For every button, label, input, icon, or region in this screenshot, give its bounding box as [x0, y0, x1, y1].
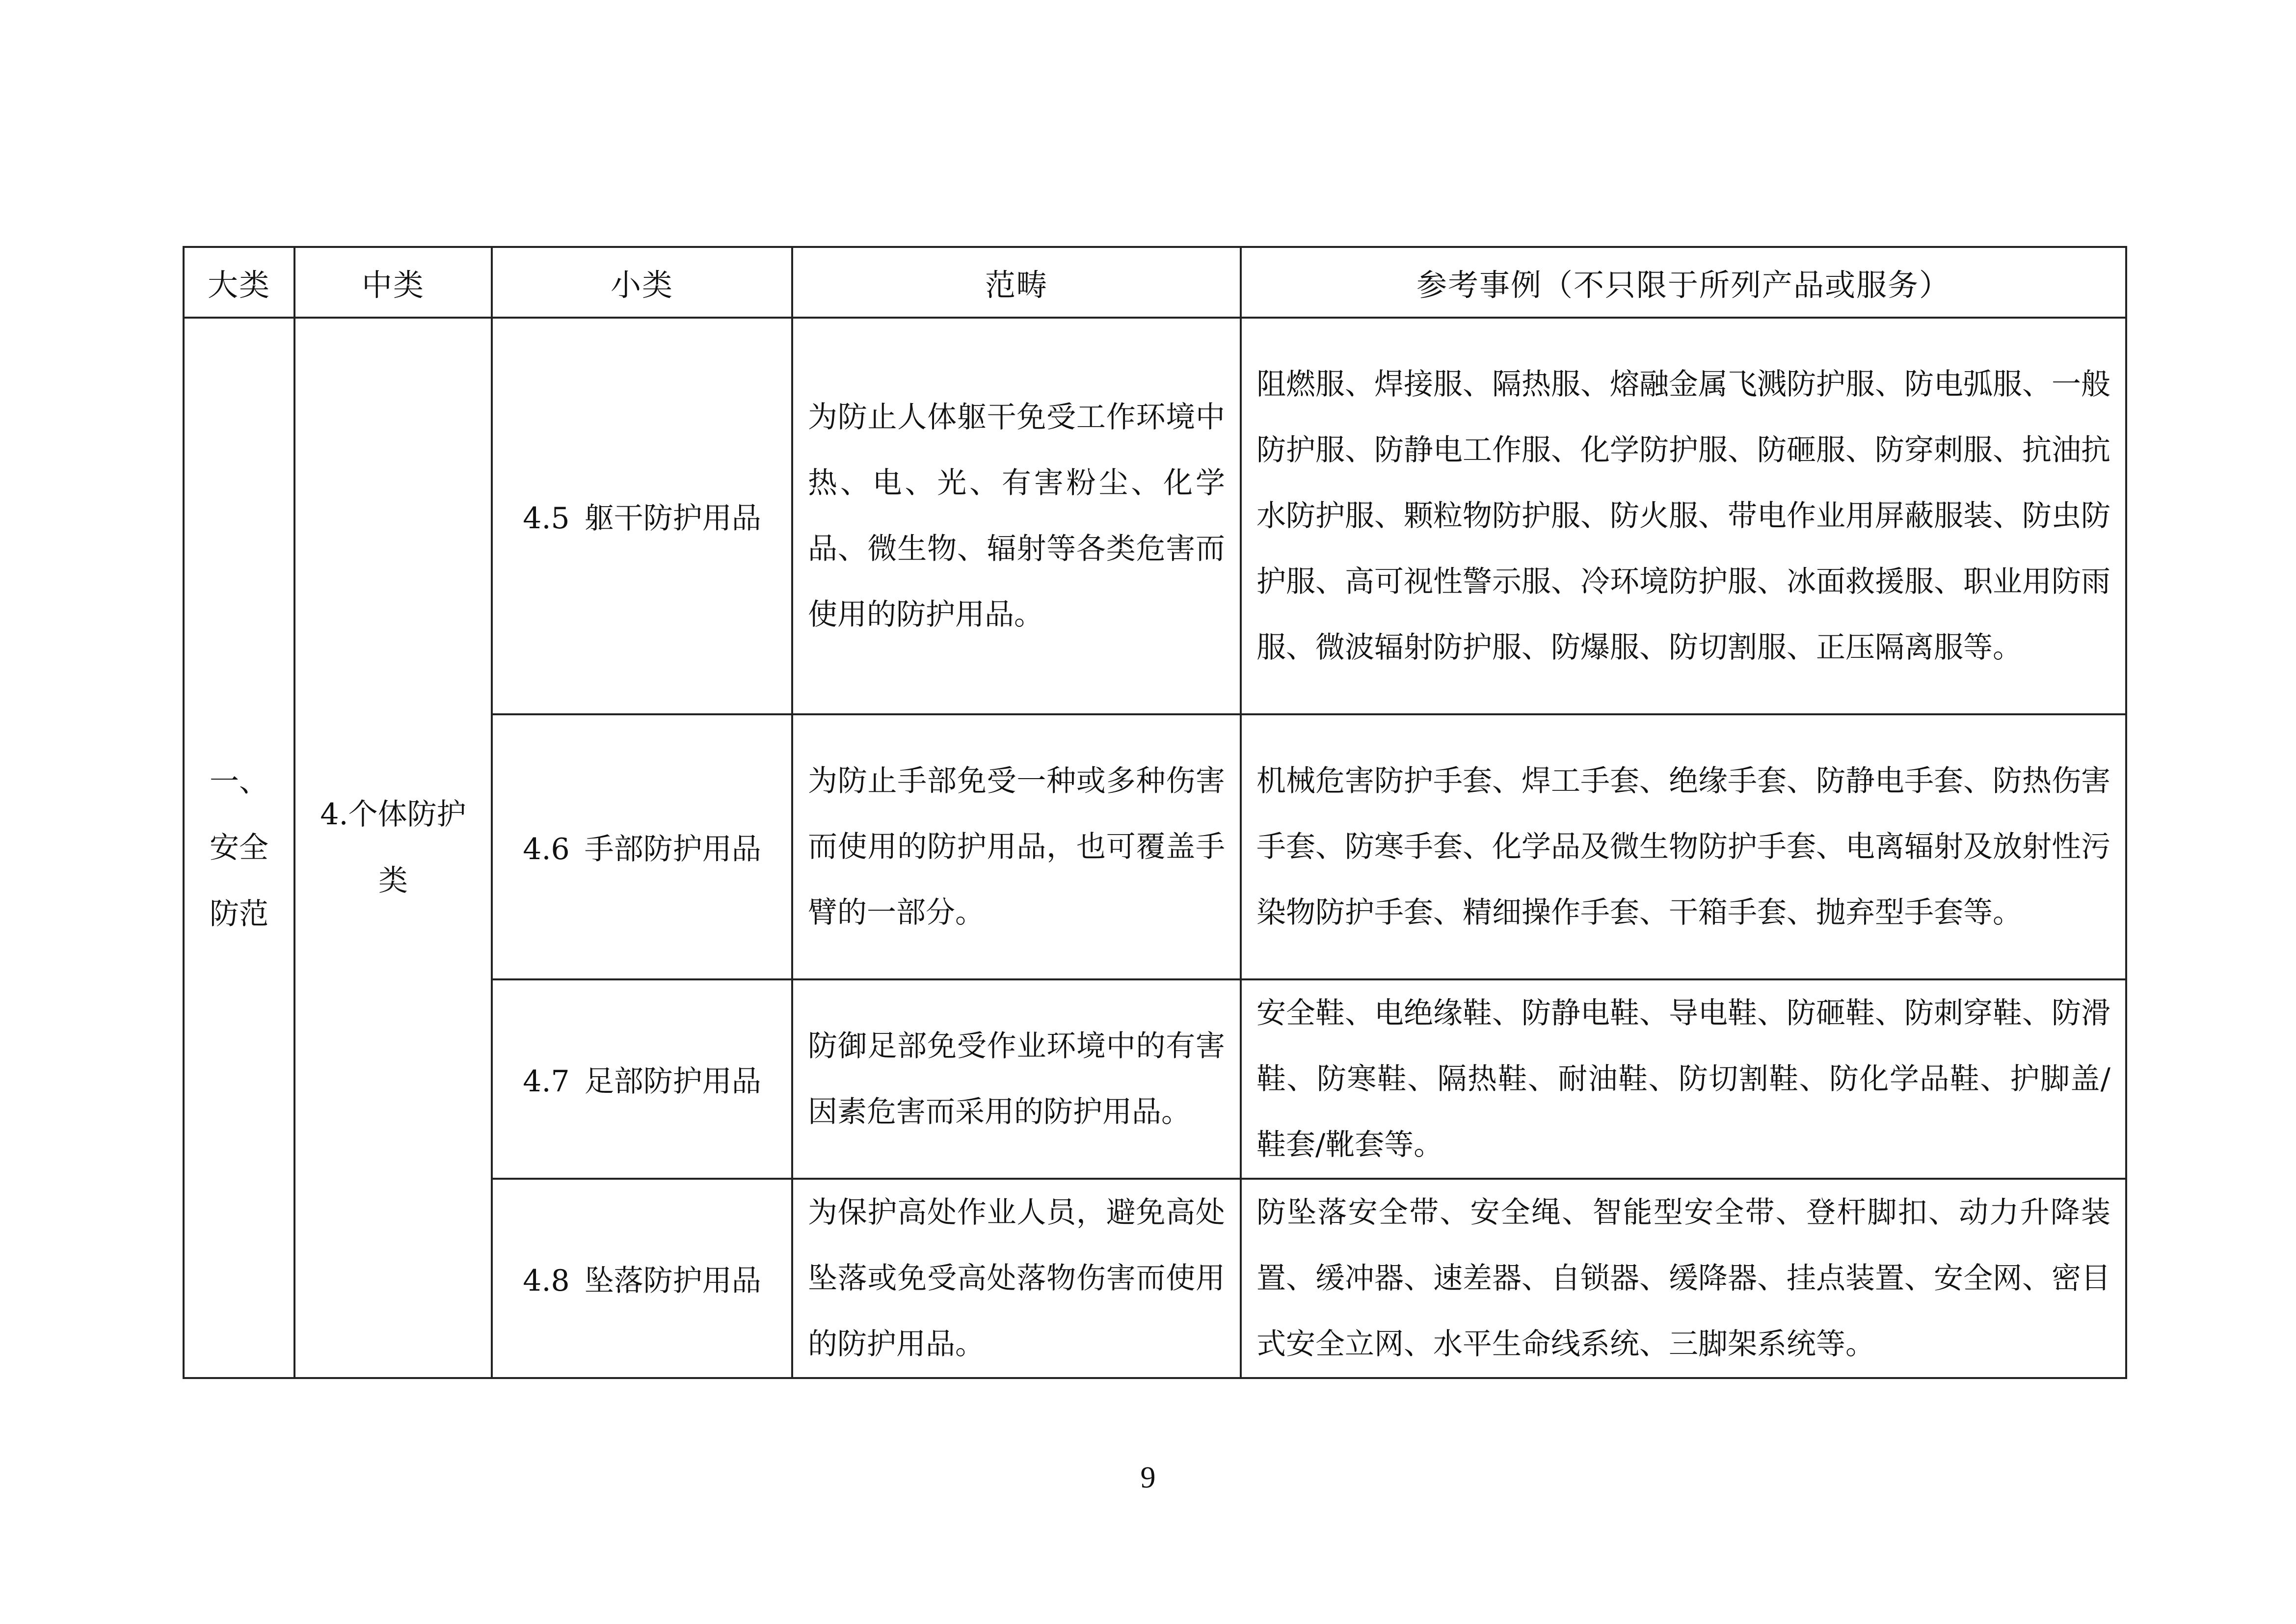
- minor-category-code: 4.6: [523, 832, 570, 866]
- minor-category-name: 足部防护用品: [584, 1064, 761, 1099]
- examples-cell: 阻燃服、焊接服、隔热服、熔融金属飞溅防护服、防电弧服、一般防护服、防静电工作服、化学防护服、防砸服、防穿刺服、抗油抗水防护服、颗粒物防护服、防火服、带电作业用屏蔽服装、防虫防护服、高可视性警示服、冷环境防护服、冰面救援服、职业用防雨服、微波辐射防护服、防爆服、防切割服、正压隔离服等。: [1241, 318, 2126, 714]
- category-table: [183, 246, 2127, 1379]
- middle-category-cell: [294, 318, 492, 1378]
- minor-category-cell: [492, 1179, 792, 1378]
- header-minor-category: 小类: [492, 247, 792, 318]
- middle-category-line: 4.个体防护: [320, 797, 466, 832]
- header-middle-category: 中类: [294, 247, 492, 318]
- scope-cell: 为防止手部免受一种或多种伤害而使用的防护用品，也可覆盖手臂的一部分。: [792, 714, 1241, 979]
- minor-category-name: 躯干防护用品: [584, 501, 761, 536]
- middle-category-line: 类: [378, 864, 408, 898]
- table-header-row: [184, 247, 2126, 318]
- minor-category-code: 4.8: [523, 1264, 570, 1298]
- major-category-line: 安全: [210, 830, 268, 865]
- header-examples: 参考事例（不只限于所列产品或服务）: [1241, 247, 2126, 318]
- major-category-cell: [184, 318, 294, 1378]
- scope-cell: 为保护高处作业人员，避免高处坠落或免受高处落物伤害而使用的防护用品。: [792, 1179, 1241, 1378]
- examples-cell: 机械危害防护手套、焊工手套、绝缘手套、防静电手套、防热伤害手套、防寒手套、化学品及微生物防护手套、电离辐射及放射性污染物防护手套、精细操作手套、干箱手套、抛弃型手套等。: [1241, 714, 2126, 979]
- minor-category-code: 4.7: [523, 1064, 570, 1099]
- major-category-line: 防范: [210, 896, 268, 931]
- minor-category-name: 坠落防护用品: [584, 1264, 761, 1298]
- scope-cell: 防御足部免受作业环境中的有害因素危害而采用的防护用品。: [792, 979, 1241, 1179]
- header-major-category: 大类: [184, 247, 294, 318]
- scope-cell: 为防止人体躯干免受工作环境中热、电、光、有害粉尘、化学品、微生物、辐射等各类危害而使用的防护用品。: [792, 318, 1241, 714]
- minor-category-cell: [492, 318, 792, 714]
- minor-category-cell: [492, 714, 792, 979]
- page-number: 9: [1140, 1461, 1156, 1494]
- examples-cell: 安全鞋、电绝缘鞋、防静电鞋、导电鞋、防砸鞋、防刺穿鞋、防滑鞋、防寒鞋、隔热鞋、耐油鞋、防切割鞋、防化学品鞋、护脚盖/鞋套/靴套等。: [1241, 979, 2126, 1179]
- major-category-line: 一、: [210, 764, 268, 799]
- examples-cell: 防坠落安全带、安全绳、智能型安全带、登杆脚扣、动力升降装置、缓冲器、速差器、自锁器、缓降器、挂点装置、安全网、密目式安全立网、水平生命线系统、三脚架系统等。: [1241, 1179, 2126, 1378]
- table-row: [184, 318, 2126, 714]
- header-scope: 范畴: [792, 247, 1241, 318]
- minor-category-cell: [492, 979, 792, 1179]
- minor-category-name: 手部防护用品: [584, 832, 761, 866]
- minor-category-code: 4.5: [523, 501, 570, 536]
